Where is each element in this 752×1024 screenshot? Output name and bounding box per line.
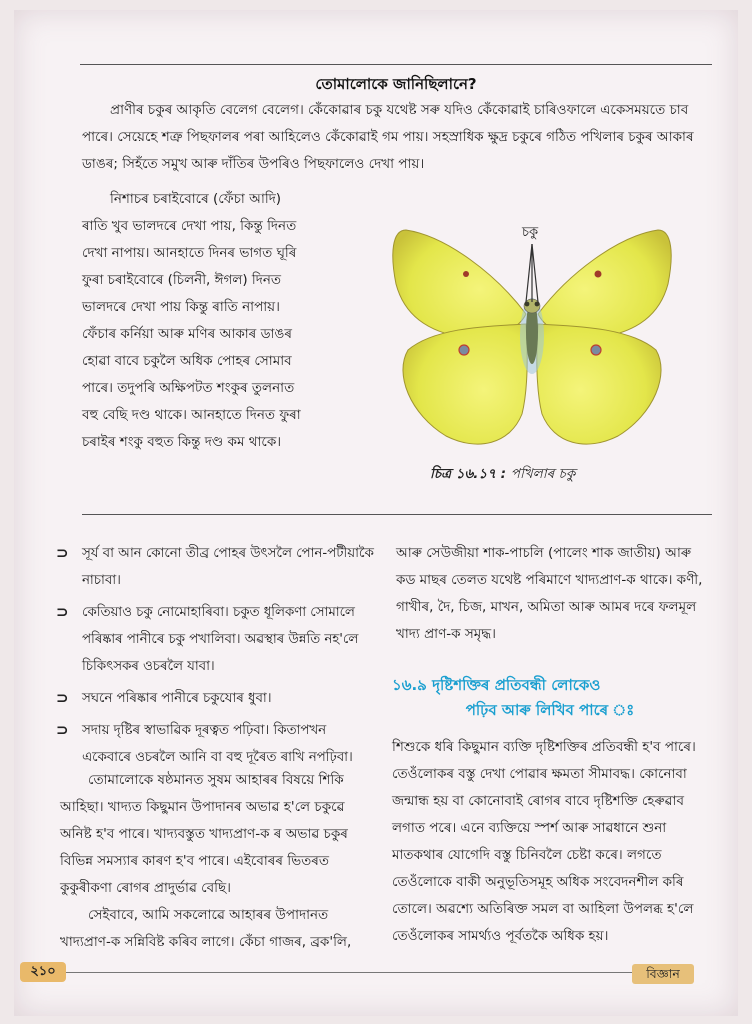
subject-tag: বিজ্ঞান [632, 964, 694, 984]
left-body [60, 767, 378, 956]
section-heading-line2: পঢ়িব আৰু লিখিব পাৰে ঃ [465, 701, 635, 719]
left-hindwing [403, 324, 527, 444]
section-heading [392, 673, 708, 723]
box-intro [82, 97, 712, 178]
figure-caption [430, 463, 575, 486]
eye-care-list [50, 540, 378, 776]
nutrition-paragraph: তোমালোকে ষষ্ঠমানত সুষম আহাৰৰ বিষয়ে শিকি আহিছা। খাদ্যত কিছুমান উপাদানৰ অভাৱ হ'লে চকুৱে অনিষ্ট হ'ব পাৰে। খাদ্যবস্তুত খাদ্যপ্ৰাণ-ক ৰ অভাৱ চকুৰ বিভিন্ন সমস্যাৰ কাৰণ হ'ব পাৰে। এইবোৰৰ ভিতৰত কুকুৰীকণা ৰোগৰ প্ৰাদুৰ্ভাৱ বেছি। [60, 772, 348, 896]
box-title: তোমালোকে জানিছিলানে? [315, 75, 477, 93]
box-side-text [82, 186, 308, 456]
list-item: ⊃ কেতিয়াও চকু নোমোহাৰিবা। চকুত ধূলিকণা সোমালে পৰিষ্কাৰ পানীৰে চকু পখালিবা। অৱস্থাৰ উন্নতি নহ'লে চিকিৎসকৰ ওচৰলৈ যাবা। [50, 599, 378, 680]
caption-number: চিত্ৰ ১৬.১৭ : [430, 466, 507, 482]
butterfly-eye-icon [525, 302, 530, 307]
butterfly-figure [386, 214, 678, 456]
left-forewing [393, 230, 526, 338]
caption-text: পখিলাৰ চকু [510, 466, 576, 482]
list-item: ⊃ সদায় দৃষ্টিৰ স্বাভাৱিক দূৰত্বত পঢ়িবা। কিতাপখন একেবাৰে ওচৰলৈ আনি বা বহু দূৰৈত ৰাখি নপঢ়িবা। [50, 717, 378, 771]
bullet-icon: ⊃ [56, 689, 69, 707]
figure-label-eye: চকু [522, 225, 539, 240]
bullet-icon: ⊃ [56, 544, 69, 562]
bullet-icon: ⊃ [56, 603, 69, 621]
section-heading-line1: ১৬.৯ দৃষ্টিশক্তিৰ প্ৰতিবন্ধী লোকেও [392, 676, 601, 694]
vitamin-paragraph: সেইবাবে, আমি সকলোৱে আহাৰৰ উপাদানত খাদ্যপ্ৰাণ-ক সন্নিবিষ্ট কৰিব লাগে। কেঁচা গাজৰ, ব্ৰক'লি, [60, 907, 352, 950]
right-forewing [538, 230, 671, 338]
right-top-text [396, 540, 712, 648]
butterfly-illustration [386, 214, 678, 456]
visually-impaired-paragraph: শিশুকে ধৰি কিছুমান ব্যক্তি দৃষ্টিশক্তিৰ প্ৰতিবন্ধী হ'ব পাৰে। তেওঁলোকৰ বস্তু দেখা পোৱাৰ ক্ষমতা সীমাবদ্ধ। কোনোবা জন্মান্ধ হয় বা কোনোবাই ৰোগৰ বাবে দৃষ্টিশক্তি হেৰুৱাব লগাত পৰে। এনে ব্যক্তিয়ে স্পৰ্শ আৰু সাৱধানে শুনা মাতকথাৰ যোগেদি বস্তু চিনিবলৈ চেষ্টা কৰে। লগতে তেওঁলোকে বাকী অনুভূতিসমূহ অধিক সংবেদনশীল কৰি তোলে। অৱশ্যে অতিৰিক্ত সমল বা আহিলা উপলব্ধ হ'লে তেওঁলোকৰ সামৰ্থ্যও পূৰ্বতকৈ অধিক হয়। [392, 739, 696, 944]
box-intro-text: প্ৰাণীৰ চকুৰ আকৃতি বেলেগ বেলেগ। কেঁকোৱাৰ চকু যথেষ্ট সৰু যদিও কেঁকোৱাই চাৰিওফালে একেসময়তে চাব পাৰে। সেয়েহে শত্ৰু পিছফালৰ পৰা আহিলেও কেঁকোৱাই গম পায়। সহস্ৰাধিক ক্ষুদ্ৰ চকুৰে গঠিত পখিলাৰ চকুৰ আকাৰ ডাঙৰ; সিহঁতে সমুখ আৰু দাঁতিৰ উপৰিও পিছফালেও দেখা পায়। [82, 102, 694, 172]
bullet-icon: ⊃ [56, 721, 69, 739]
box-top-rule [80, 64, 712, 65]
box-side-paragraph: নিশাচৰ চৰাইবোৰে (ফেঁচা আদি) ৰাতি খুব ভালদৰে দেখা পায়, কিন্তু দিনত দেখা নাপায়। আনহাতে দিনৰ ভাগত ঘূৰি ফুৰা চৰাইবোৰে (চিলনী, ঈগল) দিনত ভালদৰে দেখা পায় কিন্তু ৰাতি নাপায়। ফেঁচাৰ কৰ্নিয়া আৰু মণিৰ আকাৰ ডাঙৰ হোৱা বাবে চকুলৈ অধিক পোহৰ সোমাব পাৰে। তদুপৰি অক্ষিপটত শংকুৰ তুলনাত বহু বেছি দণ্ড থাকে। আনহাতে দিনত ফুৰা চৰাইৰ শংকু বহুত কিন্তু দণ্ড কম থাকে। [82, 191, 301, 450]
footer-rule [66, 972, 632, 973]
right-hindwing [537, 324, 661, 444]
right-body [392, 734, 712, 950]
list-item: ⊃ সূৰ্য বা আন কোনো তীব্ৰ পোহৰ উৎসলৈ পোন-পটীয়াকৈ নাচাবা। [50, 540, 378, 594]
page-number: ২১০ [20, 962, 66, 982]
vitamin-foods-paragraph: আৰু সেউজীয়া শাক-পাচলি (পালেং শাক জাতীয়) আৰু কড মাছৰ তেলত যথেষ্ট পৰিমাণে খাদ্যপ্ৰাণ-ক থাকে। কণী, গাখীৰ, দৈ, চিজ, মাখন, অমিতা আৰু আমৰ দৰে ফলমূল খাদ্য প্ৰাণ-ক সমৃদ্ধ। [396, 545, 703, 642]
box-bottom-rule [82, 514, 712, 515]
list-item: ⊃ সঘনে পৰিষ্কাৰ পানীৰে চকুযোৰ ধুবা। [50, 685, 378, 712]
